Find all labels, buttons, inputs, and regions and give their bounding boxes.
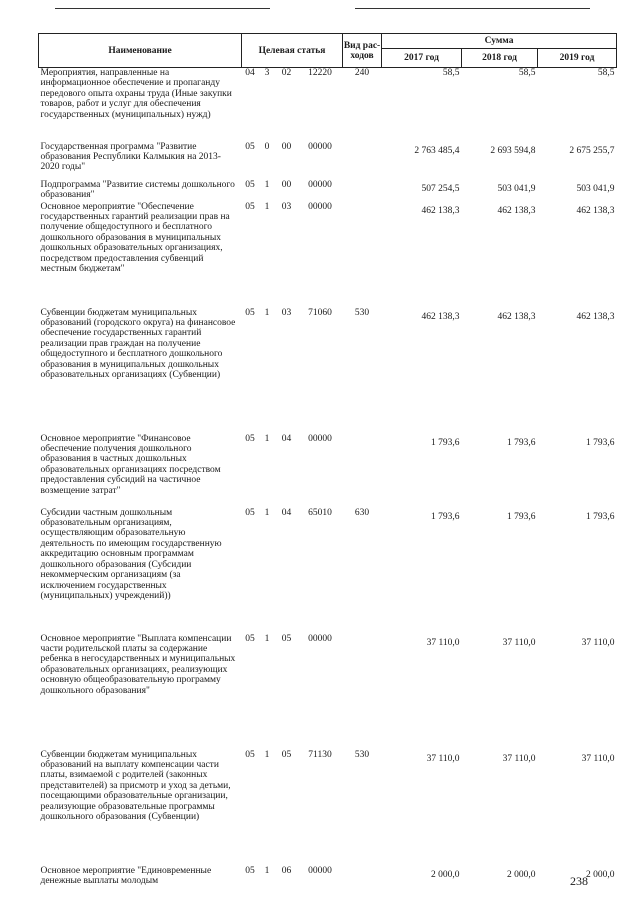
code-direction: 00000	[308, 201, 332, 212]
table-row	[39, 68, 617, 142]
sum-2018: 37 110,0	[502, 637, 536, 648]
sum-2017: 2 000,0	[431, 869, 460, 880]
code-activity: 00	[281, 141, 292, 152]
page-number: 238	[570, 874, 588, 888]
code-program: 05	[245, 865, 255, 876]
code-subprogram: 0	[264, 141, 270, 152]
expense-type	[343, 180, 382, 202]
code-subprogram: 1	[264, 865, 270, 876]
code-subprogram: 1	[264, 507, 270, 518]
sum-2018: 1 793,6	[507, 437, 536, 448]
code-program: 05	[245, 507, 255, 518]
sum-2019: 37 110,0	[581, 753, 615, 764]
expense-type	[343, 866, 382, 890]
expense-type: 240	[354, 68, 370, 78]
code-activity: 00	[281, 179, 292, 190]
expense-type: 530	[354, 307, 370, 318]
sum-2019: 462 138,3	[576, 205, 615, 216]
sum-2019: 503 041,9	[576, 183, 615, 194]
code-activity: 02	[281, 68, 292, 78]
code-activity: 03	[281, 307, 292, 318]
header-year-2019: 2019 год	[538, 49, 617, 68]
sum-2017: 1 793,6	[431, 511, 460, 522]
code-direction: 71130	[308, 749, 332, 760]
sum-2017: 58,5	[442, 68, 460, 78]
sum-2018: 2 000,0	[507, 869, 536, 880]
row-name: Субсидии частным дошкольным образовательным организациям, осуществляющим образовательную деятельность по имеющим государственную аккредитацию основным программам дошкольного образования (Субсидии некоммерческим организациям (за исключением государственных (муниципальных) учреждений))	[40, 507, 222, 602]
code-subprogram: 1	[264, 749, 270, 760]
code-subprogram: 1	[264, 433, 270, 444]
table-row	[39, 142, 617, 180]
header-name: Наименование	[39, 34, 242, 68]
table-row	[39, 634, 617, 750]
header-year-2018: 2018 год	[462, 49, 538, 68]
row-name: Основное мероприятие "Выплата компенсации части родительской платы за содержание ребенка в негосударственных и муниципальных образовательных организациях, реализующих основную общеобразовательную программу дошкольного образования"	[40, 633, 236, 696]
expense-type	[343, 634, 382, 750]
code-activity: 05	[281, 749, 292, 760]
table-row	[39, 180, 617, 202]
sum-2019: 58,5	[597, 68, 615, 78]
sum-2017: 37 110,0	[426, 753, 460, 764]
table-row	[39, 202, 617, 308]
sum-2018: 1 793,6	[507, 511, 536, 522]
row-name: Государственная программа "Развитие образования Республики Калмыкия на 2013-2020 годы"	[40, 141, 221, 173]
code-subprogram: 1	[264, 179, 270, 190]
code-program: 05	[245, 179, 255, 190]
code-activity: 04	[281, 507, 292, 518]
code-subprogram: 3	[264, 68, 270, 78]
row-name: Субвенции бюджетам муниципальных образований (городского округа) на финансовое обеспечение государственных гарантий реализации прав граждан на получение общедоступного и бесплатного дошкольного образования в муниципальных дошкольных образовательных организациях (Субвенции)	[40, 307, 236, 381]
code-direction: 65010	[308, 507, 332, 518]
code-program: 04	[245, 68, 255, 78]
header-year-2017: 2017 год	[382, 49, 462, 68]
sum-2019: 1 793,6	[586, 511, 615, 522]
table-header	[39, 34, 617, 68]
expense-type: 630	[354, 507, 370, 518]
sum-2018: 58,5	[518, 68, 536, 78]
header-sum: Сумма	[382, 34, 617, 49]
code-program: 05	[245, 141, 255, 152]
sum-2017: 37 110,0	[426, 637, 460, 648]
code-direction: 00000	[308, 141, 332, 152]
sum-2017: 462 138,3	[421, 205, 460, 216]
code-direction: 71060	[308, 307, 332, 318]
sum-2019: 2 675 255,7	[569, 145, 615, 156]
code-activity: 06	[281, 865, 292, 876]
sum-2018: 2 693 594,8	[490, 145, 536, 156]
code-program: 05	[245, 749, 255, 760]
expense-type	[343, 434, 382, 508]
header-target-article: Целевая статья	[242, 34, 343, 68]
row-name: Мероприятия, направленные на информационное обеспечение и пропаганду передового опыта охраны труда (Иные закупки товаров, работ и услуг для обеспечения государственных (муниципальных) нужд)	[40, 68, 232, 120]
code-direction: 00000	[308, 865, 332, 876]
code-subprogram: 1	[264, 633, 270, 644]
code-program: 05	[245, 433, 255, 444]
sum-2019: 37 110,0	[581, 637, 615, 648]
row-name: Подпрограмма "Развитие системы дошкольного образования"	[40, 179, 235, 200]
expense-type	[343, 142, 382, 180]
top-rule-right	[355, 8, 590, 9]
code-activity: 05	[281, 633, 292, 644]
code-program: 05	[245, 307, 255, 318]
sum-2018: 37 110,0	[502, 753, 536, 764]
expense-type: 530	[354, 749, 370, 760]
sum-2017: 2 763 485,4	[414, 145, 460, 156]
code-subprogram: 1	[264, 201, 270, 212]
expense-type	[343, 202, 382, 308]
budget-table	[38, 33, 617, 890]
code-direction: 00000	[308, 179, 332, 190]
row-name: Основное мероприятие "Финансовое обеспечение получения дошкольного образования в частных дошкольных образовательных организациях посредством предоставления субсидий на частичное возмещение затрат"	[40, 433, 221, 496]
header-expense-type: Вид рас-ходов	[343, 34, 382, 68]
sum-2019: 2 000,0	[586, 869, 615, 880]
row-name: Основное мероприятие "Обеспечение государственных гарантий реализации прав на получение общедоступного и бесплатного дошкольного образования в муниципальных дошкольных образовательных организациях, посредством предоставления субвенций местным бюджетам"	[40, 201, 230, 275]
code-activity: 04	[281, 433, 292, 444]
code-direction: 00000	[308, 633, 332, 644]
sum-2018: 462 138,3	[497, 311, 536, 322]
top-rule-left	[55, 8, 270, 9]
row-name: Основное мероприятие "Единовременные денежные выплаты молодым	[40, 865, 212, 886]
table-row	[39, 750, 617, 866]
sum-2018: 503 041,9	[497, 183, 536, 194]
sum-2017: 462 138,3	[421, 311, 460, 322]
code-program: 05	[245, 633, 255, 644]
code-direction: 00000	[308, 433, 332, 444]
row-name: Субвенции бюджетам муниципальных образований на выплату компенсации части платы, взимаемой с родителей (законных представителей) за присмотр и уход за детьми, посещающими образовательные организации, реализующие образовательные программы дошкольного образования (Субвенции)	[40, 749, 231, 823]
code-direction: 12220	[308, 68, 332, 78]
table-row	[39, 308, 617, 434]
sum-2018: 462 138,3	[497, 205, 536, 216]
code-subprogram: 1	[264, 307, 270, 318]
sum-2017: 507 254,5	[421, 183, 460, 194]
table-body	[39, 68, 617, 890]
table-row	[39, 508, 617, 634]
sum-2019: 1 793,6	[586, 437, 615, 448]
sum-2019: 462 138,3	[576, 311, 615, 322]
code-program: 05	[245, 201, 255, 212]
sum-2017: 1 793,6	[431, 437, 460, 448]
table-row	[39, 434, 617, 508]
table-row	[39, 866, 617, 890]
code-activity: 03	[281, 201, 292, 212]
